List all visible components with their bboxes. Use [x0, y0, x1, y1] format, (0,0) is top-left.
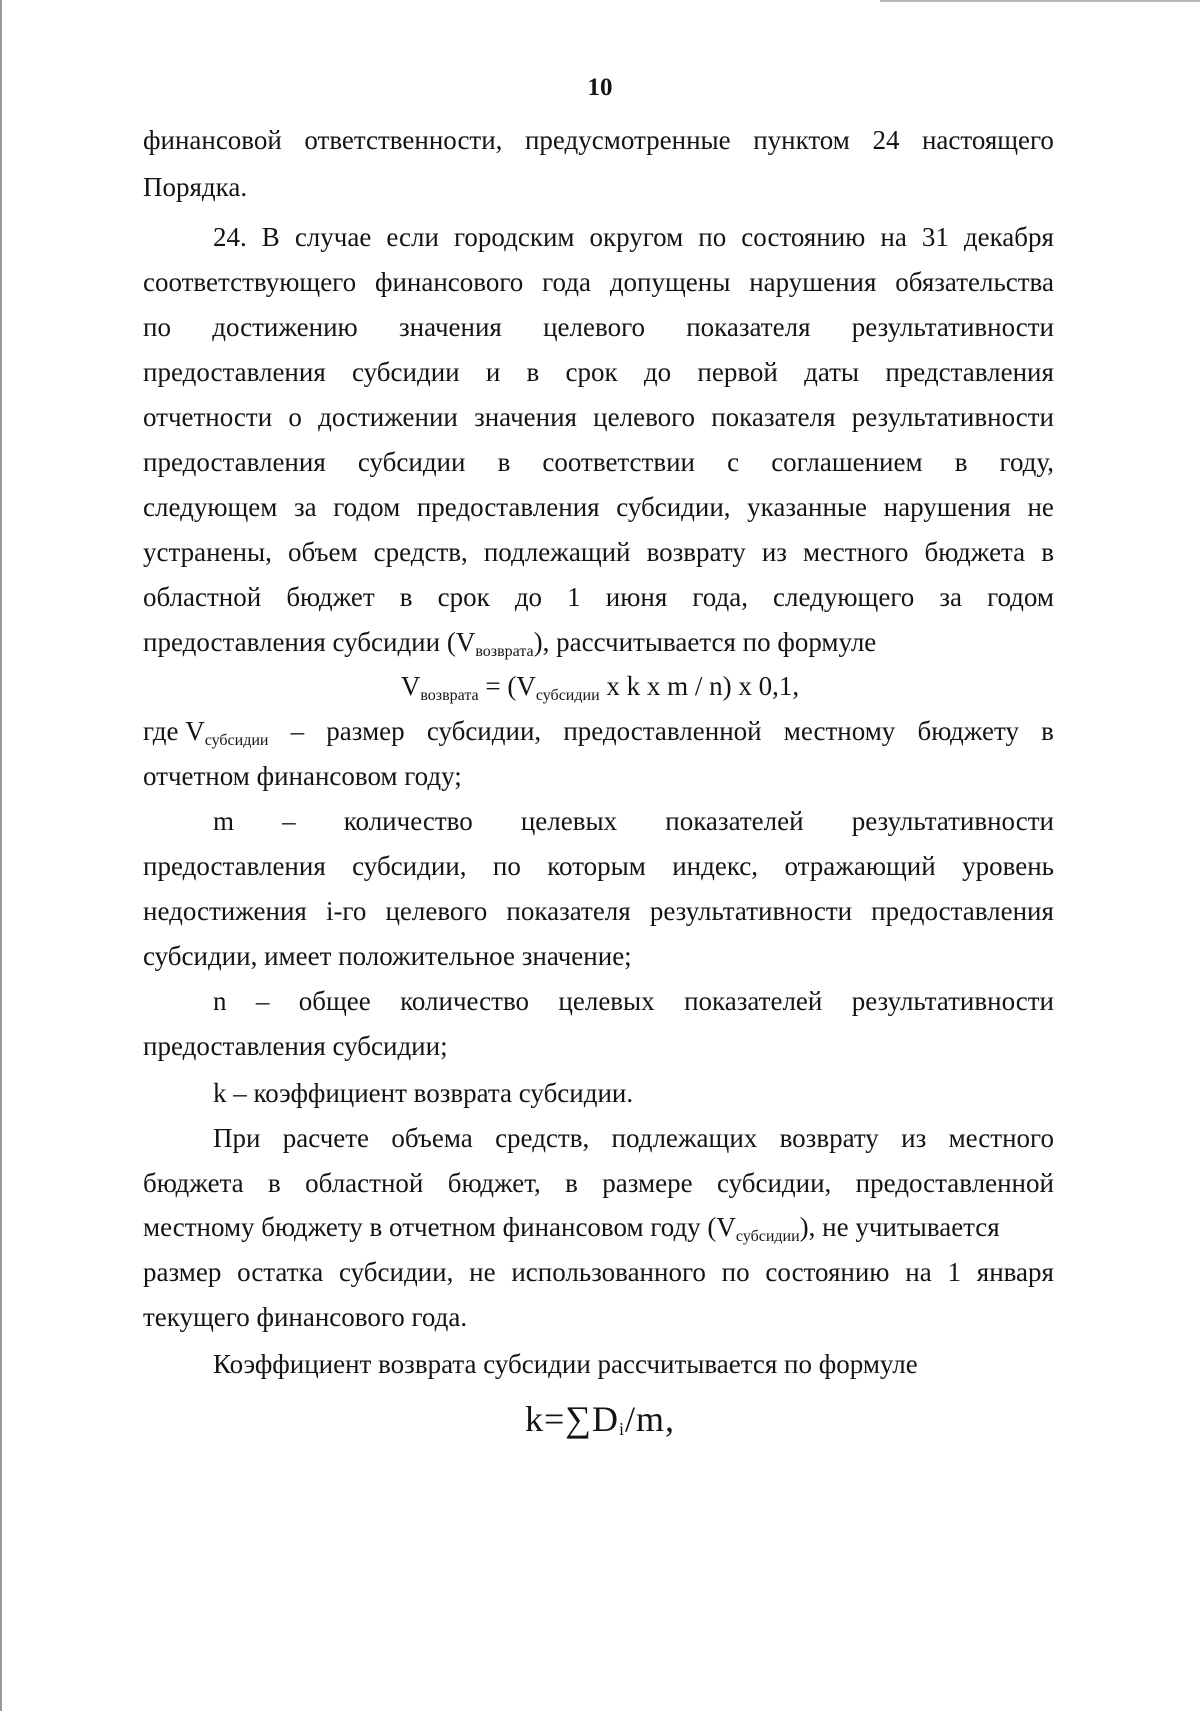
- word: пунктом: [753, 125, 850, 155]
- text-line-7: отчетности о достижении значения целевого показателя результативности: [143, 402, 1054, 432]
- scan-edge-left: [0, 0, 2, 1711]
- text-line-18: субсидии, имеет положительное значение;: [143, 941, 632, 971]
- text-line-9: следующем за годом предоставления субсидии, указанные нарушения не: [143, 492, 1054, 522]
- text-line-22: При расчете объема средств, подлежащих возврату из местного: [213, 1123, 1054, 1153]
- text-line-20: предоставления субсидии;: [143, 1031, 448, 1061]
- text-line-16: предоставления субсидии, по которым индекс, отражающий уровень: [143, 851, 1054, 881]
- text-line-3: 24. В случае если городским округом по состоянию на 31 декабря: [213, 222, 1054, 252]
- page-number: 10: [587, 74, 613, 101]
- formula-v-return: $V_{возврата} = (V_{субсидии}$ x k x m / n) x 0,1,: [400, 671, 800, 704]
- scan-edge-top: [880, 0, 1200, 2]
- text-line-21: k – коэффициент возврата субсидии.: [213, 1078, 634, 1108]
- word: 24: [872, 125, 900, 155]
- word: предусмотренные: [524, 125, 731, 155]
- text-line-25: размер остатка субсидии, не использованного по состоянию на 1 января: [143, 1257, 1054, 1287]
- word: ответственности,: [304, 125, 503, 155]
- text-line-26: текущего финансового года.: [143, 1302, 468, 1332]
- text-line-15: m – количество целевых показателей результативности: [213, 806, 1054, 836]
- text-line-10: устранены, объем средств, подлежащий возврату из местного бюджета в: [143, 537, 1054, 567]
- text-line-1: [143, 122, 1054, 158]
- text-line-24: местному бюджету в отчетном финансовом году $(V_{субсидии})$, не учитывается: [143, 1212, 1000, 1245]
- text-line-27: Коэффициент возврата субсидии рассчитывается по формуле: [213, 1349, 918, 1379]
- text-line-13: где $V_{субсидии}$ – размер субсидии, предоставленной местному бюджету в: [143, 716, 1054, 749]
- word: настоящего: [921, 125, 1054, 155]
- text-line-11: областной бюджет в срок до 1 июня года, следующего за годом: [143, 582, 1054, 612]
- text-line-23: бюджета в областной бюджет, в размере субсидии, предоставленной: [143, 1168, 1054, 1198]
- text-line-6: предоставления субсидии и в срок до первой даты представления: [143, 357, 1054, 387]
- text-line-2: Порядка.: [143, 172, 248, 202]
- formula-k: k=∑Di/m,: [525, 1399, 675, 1439]
- text-line-8: предоставления субсидии в соответствии с соглашением в году,: [143, 447, 1054, 477]
- text-line-12: предоставления субсидии $(V_{возврата})$, рассчитывается по формуле: [143, 627, 877, 660]
- text-line-14: отчетном финансовом году;: [143, 761, 462, 791]
- text-line-19: n – общее количество целевых показателей результативности: [213, 986, 1054, 1016]
- text-line-5: по достижению значения целевого показателя результативности: [143, 312, 1054, 342]
- word: финансовой: [143, 125, 282, 155]
- text-line-4: соответствующего финансового года допущены нарушения обязательства: [143, 267, 1054, 297]
- text-line-17: недостижения i-го целевого показателя результативности предоставления: [143, 896, 1054, 926]
